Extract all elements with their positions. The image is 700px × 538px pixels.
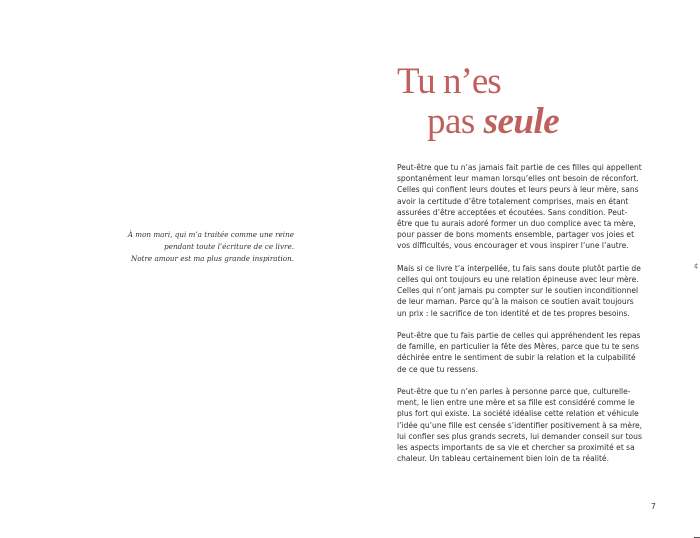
text-line: Peut-être que tu n’en parles à personne parce que, culturelle-: [397, 387, 631, 397]
dedication: [110, 229, 294, 266]
chapter-title: [397, 62, 559, 142]
paragraph: [397, 162, 642, 252]
text-line: ment, le lien entre une mère et sa fille est considéré comme le: [397, 398, 635, 408]
text-line: être que tu aurais adoré former un duo complice avec ta mère,: [397, 219, 636, 229]
dedication-line: pendant toute l’écriture de ce livre.: [164, 242, 294, 252]
chapter-title-plain: pas: [427, 101, 484, 142]
body-text: [397, 162, 643, 476]
text-line: Celles qui n’ont jamais pu compter sur le soutien inconditionnel: [397, 286, 639, 296]
page-number: 7: [651, 502, 656, 511]
text-line: l’idée qu’une fille est censée s’identifier positivement à sa mère,: [397, 420, 643, 430]
text-line: pour passer de bons moments ensemble, partager vos joies et: [397, 230, 635, 240]
text-line: de leur maman. Parce qu’à la maison ce soutien avait toujours: [397, 297, 634, 307]
text-line: les aspects importants de sa vie et chercher sa proximité et sa: [397, 443, 635, 453]
text-line: Mais si ce livre t’a interpellée, tu fais sans doute plutôt partie de: [397, 263, 641, 273]
text-line: déchirée entre le sentiment de subir la relation et la culpabilité: [397, 353, 636, 363]
text-line: vos difficultés, vous encourager et vous inspirer l’une l’autre.: [397, 241, 629, 251]
paragraph: [397, 386, 643, 464]
edge-mark: ¢: [694, 262, 699, 270]
chapter-title-line2: [427, 102, 559, 142]
text-line: Peut-être que tu n’as jamais fait partie de ces filles qui appellent: [397, 163, 642, 172]
text-line: plus fort qui existe. La société idéalise cette relation et véhicule: [397, 409, 639, 419]
text-line: chaleur. Un tableau certainement bien loin de ta réalité.: [397, 454, 609, 464]
dedication-line: Notre amour est ma plus grande inspiration.: [130, 254, 294, 264]
text-line: de famille, en particulier la fête des Mères, parce que tu te sens: [397, 342, 640, 352]
chapter-title-emphasis: seule: [483, 101, 560, 142]
chapter-title-line1: Tu n’es: [397, 61, 501, 102]
text-line: un prix : le sacrifice de ton identité et de tes propres besoins.: [397, 308, 630, 318]
text-line: de ce que tu ressens.: [397, 364, 478, 374]
text-line: Peut-être que tu fais partie de celles qui appréhendent les repas: [397, 331, 641, 341]
text-line: avoir la certitude d’être totalement comprises, mais en étant: [397, 196, 629, 206]
paragraph: [397, 263, 641, 319]
paragraph: [397, 330, 641, 375]
text-line: lui confier ses plus grands secrets, lui demander conseil sur tous: [397, 431, 642, 441]
dedication-line: À mon mari, qui m’a traitée comme une reine: [127, 230, 294, 239]
text-line: assurées d’être acceptées et écoutées. Sans condition. Peut-: [397, 207, 628, 217]
text-line: celles qui ont toujours eu une relation épineuse avec leur mère.: [397, 275, 639, 285]
text-line: Celles qui confient leurs doutes et leurs peurs à leur mère, sans: [397, 185, 639, 195]
text-line: spontanément leur maman lorsqu’elles ont besoin de réconfort.: [397, 174, 639, 184]
